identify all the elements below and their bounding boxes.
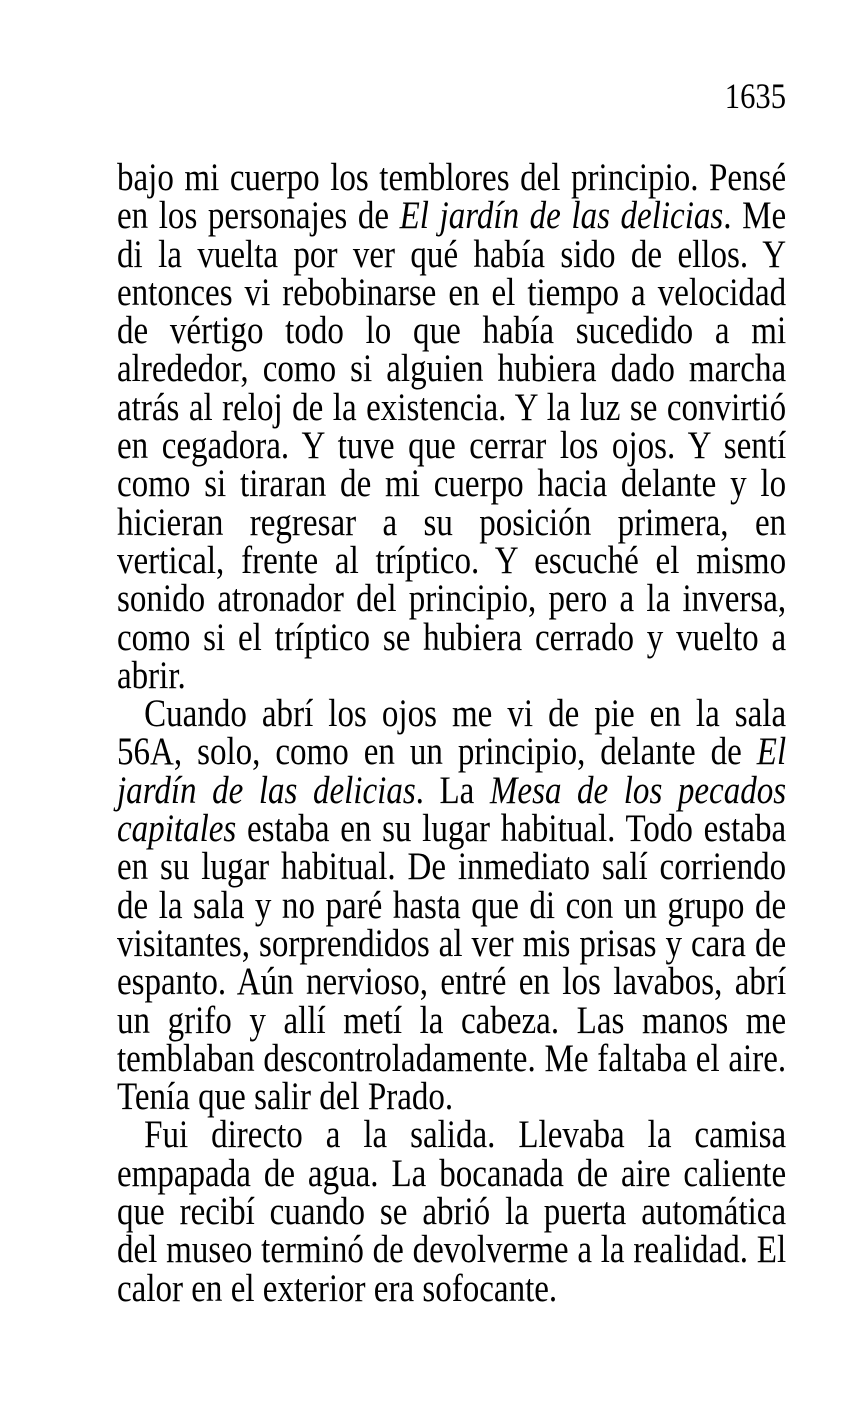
paragraph (117, 156, 787, 697)
text-segment: . La (415, 768, 490, 812)
page-number: 1635 (724, 76, 786, 116)
text-segment: Cuando abrí los ojos me vi de pie en la sala 56A, solo, como en un principio, delante de (117, 692, 787, 774)
text-segment: . Me di la vuelta por ver qué había sido de ellos. Y entonces vi rebobinarse en el tiempo a velocidad de vértigo todo lo que había sucedido a mi alrededor, como si alguien hubiera dado marcha atrás al reloj de la existencia. Y la luz se convirtió en cegadora. Y tuve que cerrar los ojos. Y sentí como si tiraran de mi cuerpo hacia delante y lo hicieran regresar a su posición primera, en vertical, frente al tríptico. Y escuché el mismo sonido atronador del principio, pero a la inversa, como si el tríptico se hubiera cerrado y vuelto a abrir. (117, 194, 787, 697)
text-segment: bajo mi cuerpo los temblores del principio. Pensé en los personajes de (117, 156, 787, 238)
text-segment: Fui directo a la salida. Llevaba la camisa empapada de agua. La bocanada de aire caliente que recibí cuando se abrió la puerta automática del museo terminó de devolverme a la realidad. El calor en el exterior era sofocante. (117, 1113, 787, 1310)
artwork-title-italic: Mesa de los pecados capitales (117, 768, 787, 851)
page-text-body (117, 156, 787, 1310)
artwork-title-italic: El jardín de las delicias (117, 730, 787, 812)
paragraph (117, 1113, 787, 1310)
artwork-title-italic: El jardín de las delicias (399, 194, 724, 238)
paragraph (117, 692, 787, 1119)
text-segment: estaba en su lugar habitual. Todo estaba en su lugar habitual. De inmediato salí corriendo de la sala y no paré hasta que di con un grupo de visitantes, sorprendidos al ver mis prisas y cara de espanto. Aún nervioso, entré en los lavabos, abrí un grifo y allí metí la cabeza. Las manos me temblaban descontroladamente. Me faltaba el aire. Tenía que salir del Prado. (117, 807, 787, 1119)
